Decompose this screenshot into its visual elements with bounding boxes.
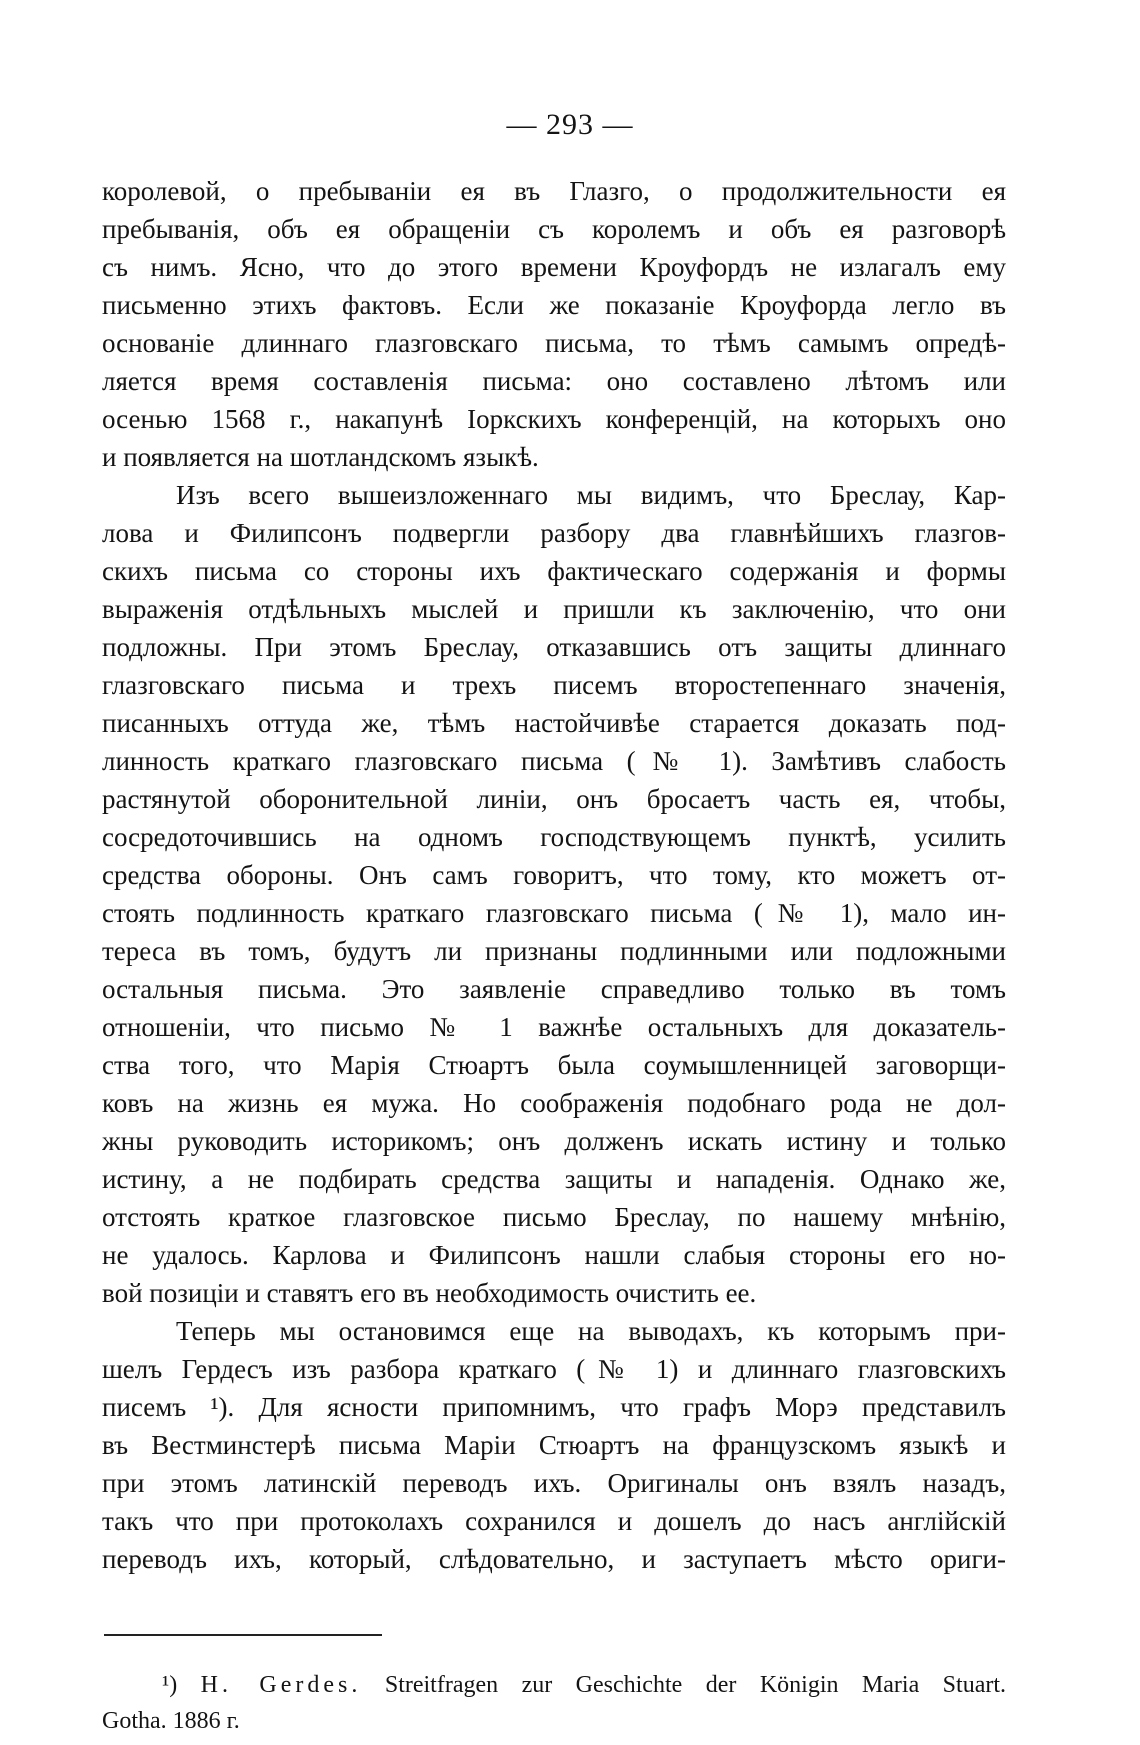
text-line: ства того, что Марiя Стюартъ была соумышленницей заговорщи- [102,1050,1006,1080]
text-line: осенью 1568 г., накапунѣ Iоркскихъ конференцiй, на которыхъ оно [102,404,1006,434]
text-line: стоять подлинность краткаго глазговскаго письма (№ 1), мало ин- [102,898,1006,928]
text-line: ляется время составленiя письма: оно составлено лѣтомъ или [102,366,1006,396]
text-line: отношенiи, что письмо № 1 важнѣе остальныхъ для доказатель- [102,1012,1006,1042]
text-line: не удалось. Карлова и Филипсонъ нашли слабыя стороны его но- [102,1240,1006,1270]
text-line: остальныя письма. Это заявленiе справедливо только въ томъ [102,974,1006,1004]
text-line: тереса въ томъ, будутъ ли признаны подлинными или подложными [102,936,1006,966]
text-line: отстоять краткое глазговское письмо Бреслау, по нашему мнѣнiю, [102,1202,1006,1232]
footnote-line: Gotha. 1886 г. [102,1708,240,1734]
text-line: растянутой оборонительной линiи, онъ бросаетъ часть ея, чтобы, [102,784,1006,814]
footnote-line [162,1668,1006,1702]
text-line: и появляется на шотландскомъ языкѣ. [102,442,539,472]
text-line: глазговскаго письма и трехъ писемъ второстепеннаго значенiя, [102,670,1006,700]
footnote-title: Streitfragen zur Geschichte der Königin Maria Stuart. [384,1672,1006,1698]
text-line: писанныхъ оттуда же, тѣмъ настойчивѣе старается доказать под- [102,708,1006,738]
text-line: при этомъ латинскiй переводъ ихъ. Оригиналы онъ взялъ назадъ, [102,1468,1006,1498]
text-line: въ Вестминстерѣ письма Марiи Стюартъ на французскомъ языкѣ и [102,1430,1006,1460]
text-line: ковъ на жизнь ея мужа. Но соображенiя подобнаго рода не дол- [102,1088,1006,1118]
text-line: подложны. При этомъ Бреслау, отказавшись отъ защиты длиннаго [102,632,1006,662]
text-line: Теперь мы остановимся еще на выводахъ, къ которымъ при- [176,1316,1006,1346]
text-line: шелъ Гердесъ изъ разбора краткаго (№ 1) и длиннаго глазговскихъ [102,1354,1006,1384]
text-line: пребыванiя, объ ея обращенiи съ королемъ и объ ея разговорѣ [102,214,1006,244]
text-line: писемъ ¹). Для ясности припомнимъ, что графъ Морэ представилъ [102,1392,1006,1422]
text-line: съ нимъ. Ясно, что до этого времени Кроуфордъ не излагалъ ему [102,252,1006,282]
text-line: переводъ ихъ, который, слѣдовательно, и заступаетъ мѣсто ориги- [102,1544,1006,1574]
text-line: линность краткаго глазговскаго письма (№ 1). Замѣтивъ слабость [102,746,1006,776]
text-line: вой позицiи и ставятъ его въ необходимость очистить ее. [102,1278,757,1308]
footnote-divider [104,1634,382,1636]
text-line: выраженiя отдѣльныхъ мыслей и пришли къ заключенiю, что они [102,594,1006,624]
text-line: истину, а не подбирать средства защиты и нападенiя. Однако же, [102,1164,1006,1194]
text-line: письменно этихъ фактовъ. Если же показанiе Кроуфорда легло въ [102,290,1006,320]
text-line: лова и Филипсонъ подвергли разбору два главнѣйшихъ глазгов- [102,518,1006,548]
text-line: сосредоточившись на одномъ господствующемъ пунктѣ, усилить [102,822,1006,852]
text-line: Изъ всего вышеизложеннаго мы видимъ, что Бреслау, Кар- [176,480,1006,510]
footnote-author: H. Gerdes. [200,1672,362,1698]
text-line: скихъ письма со стороны ихъ фактическаго содержанiя и формы [102,556,1006,586]
text-line: основанiе длиннаго глазговскаго письма, то тѣмъ самымъ опредѣ- [102,328,1006,358]
text-line: средства обороны. Онъ самъ говоритъ, что тому, кто можетъ от- [102,860,1006,890]
text-line: жны руководить историкомъ; онъ долженъ искать истину и только [102,1126,1006,1156]
text-line: такъ что при протоколахъ сохранился и дошелъ до насъ англiйскiй [102,1506,1006,1536]
page-number: — 293 — [506,108,634,141]
footnote-marker: ¹) [162,1672,178,1698]
text-line: королевой, о пребыванiи ея въ Глазго, о продолжительности ея [102,176,1006,206]
